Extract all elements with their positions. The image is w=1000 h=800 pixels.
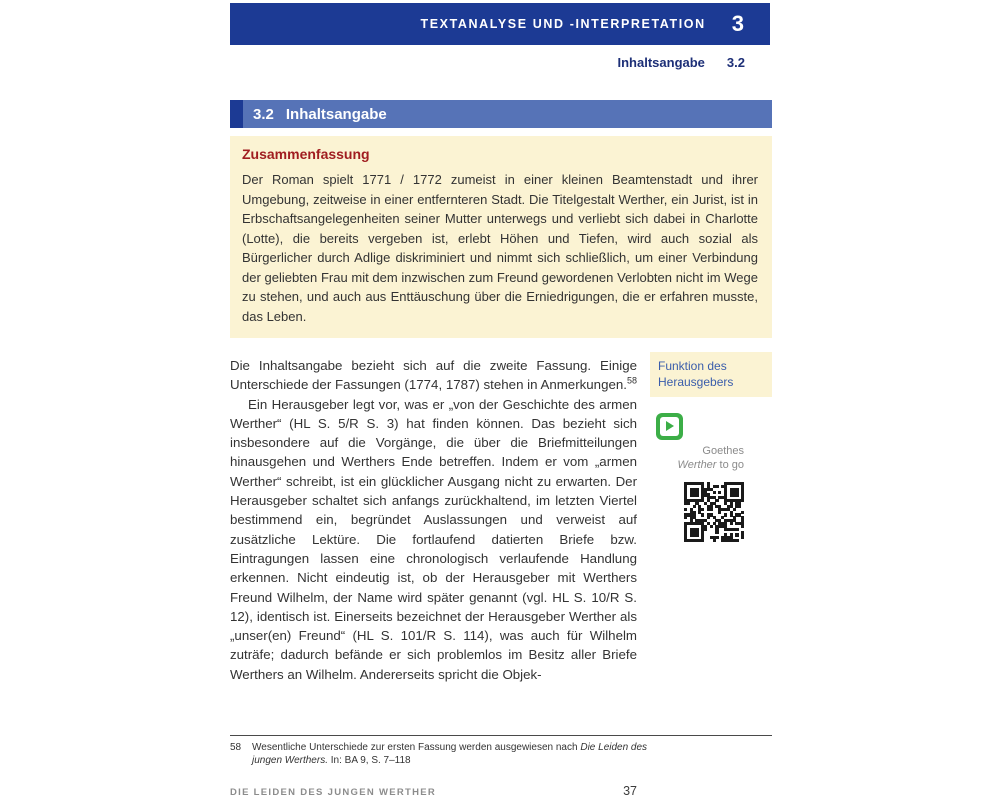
footnote-reference: 58 bbox=[626, 375, 637, 386]
video-play-icon-triangle bbox=[666, 421, 674, 431]
media-caption bbox=[650, 445, 772, 472]
media-caption-line1: Goethes bbox=[702, 445, 744, 457]
summary-text: Der Roman spielt 1771 / 1772 zumeist in einer kleinen Beamtenstadt und ihrer Umgebung, zeitweise in einer entfernteren Stadt. Die Titelgestalt Werther, ein Jurist, ist in Erbschaftsangelegenheiten seiner Mutter unterwegs und verliebt sich dabei in Charlotte (Lotte), die bereits vergeben ist, erlebt Höhen und Tiefen, wird auch sozial als Bürgerlicher durch Adlige diskriminiert und nimmt sich schließlich, um einer Verbindung der geliebten Frau mit dem inzwischen zum Freund gewordenen Verlobten nicht im Wege zu stehen, und auch aus Enttäuschung über die Erniedrigungen, die er erfahren musste, das Leben. bbox=[242, 172, 758, 324]
footnote-number: 58 bbox=[230, 742, 242, 753]
section-accent-square bbox=[230, 100, 243, 128]
page-footer bbox=[230, 784, 637, 798]
qr-code bbox=[684, 482, 744, 542]
paragraph-text: Ein Herausgeber legt vor, was er „von der Geschichte des armen Werther“ (HL S. 5/R S. 3) hat finden können. Das bezieht sich insbesondere auf die Vorgänge, die über die Briefmitteilungen hinausgehen und Werthers Ende betreffen. Indem er vom „armen Werther“ schreibt, ist ein glücklicher Ausgang nicht zu erwarten. Der Herausgeber schaltet sich anfangs zurückhaltend, im letzten Viertel bestimmend ein, begründet Auslassungen und verweist auf zusätzliche Lektüre. Die fortlaufend datierten Briefe bzw. Eintragungen lassen eine chronologisch verlaufende Handlung erkennen. Nicht eindeutig ist, ob der Herausgeber mit Werthers Freund Wilhelm, der Name wird später genannt (vgl. HL S. 10/R S. 12), identisch ist. Einerseits bezeichnet der Herausgeber Werther als „unser(en) Freund“ (HL S. 101/R S. 114), was auch für Wilhelm zuträfe; dadurch befände er sich problemlos im Besitz aller Briefe Werthers an Wilhelm. Andererseits spricht die Objek- bbox=[230, 396, 637, 682]
summary-title: Zusammenfassung bbox=[242, 146, 370, 162]
body-text bbox=[230, 356, 637, 705]
paragraph bbox=[230, 356, 637, 395]
running-head bbox=[230, 55, 745, 70]
chapter-title: TEXTANALYSE UND -INTERPRETATION bbox=[420, 17, 706, 31]
margin-column bbox=[650, 352, 772, 542]
footnote bbox=[230, 741, 650, 767]
section-number: 3.2 bbox=[253, 105, 274, 123]
paragraph-text: Die Inhaltsangabe bezieht sich auf die zweite Fassung. Einige Unterschiede der Fassungen (1774, 1787) stehen in Anmerkungen. bbox=[230, 358, 637, 393]
media-caption-rest: to go bbox=[716, 458, 744, 471]
margin-note: Funktion des Herausgebers bbox=[650, 352, 772, 397]
video-play-icon bbox=[656, 413, 683, 440]
chapter-number: 3 bbox=[731, 11, 744, 36]
footnote-rule bbox=[230, 735, 772, 736]
footnote-text bbox=[252, 741, 650, 767]
running-head-label: Inhaltsangabe bbox=[617, 55, 705, 70]
summary-box bbox=[230, 136, 772, 338]
footer-page-number: 37 bbox=[623, 784, 637, 798]
paragraph bbox=[230, 395, 637, 684]
chapter-header-bar bbox=[230, 3, 770, 45]
footer-book-title: DIE LEIDEN DES JUNGEN WERTHER bbox=[230, 787, 437, 798]
section-title: Inhaltsangabe bbox=[285, 105, 387, 123]
section-heading-bar bbox=[230, 100, 772, 128]
footnote-text-before: Wesentliche Unterschiede zur ersten Fassung werden ausgewiesen nach bbox=[252, 742, 581, 753]
media-caption-work-title: Werther bbox=[677, 458, 717, 471]
footnote-work-title: Die Leiden des jungen Werthers. bbox=[252, 742, 648, 766]
running-head-number: 3.2 bbox=[726, 55, 745, 70]
footnote-text-after: In: BA 9, S. 7–118 bbox=[327, 755, 411, 766]
